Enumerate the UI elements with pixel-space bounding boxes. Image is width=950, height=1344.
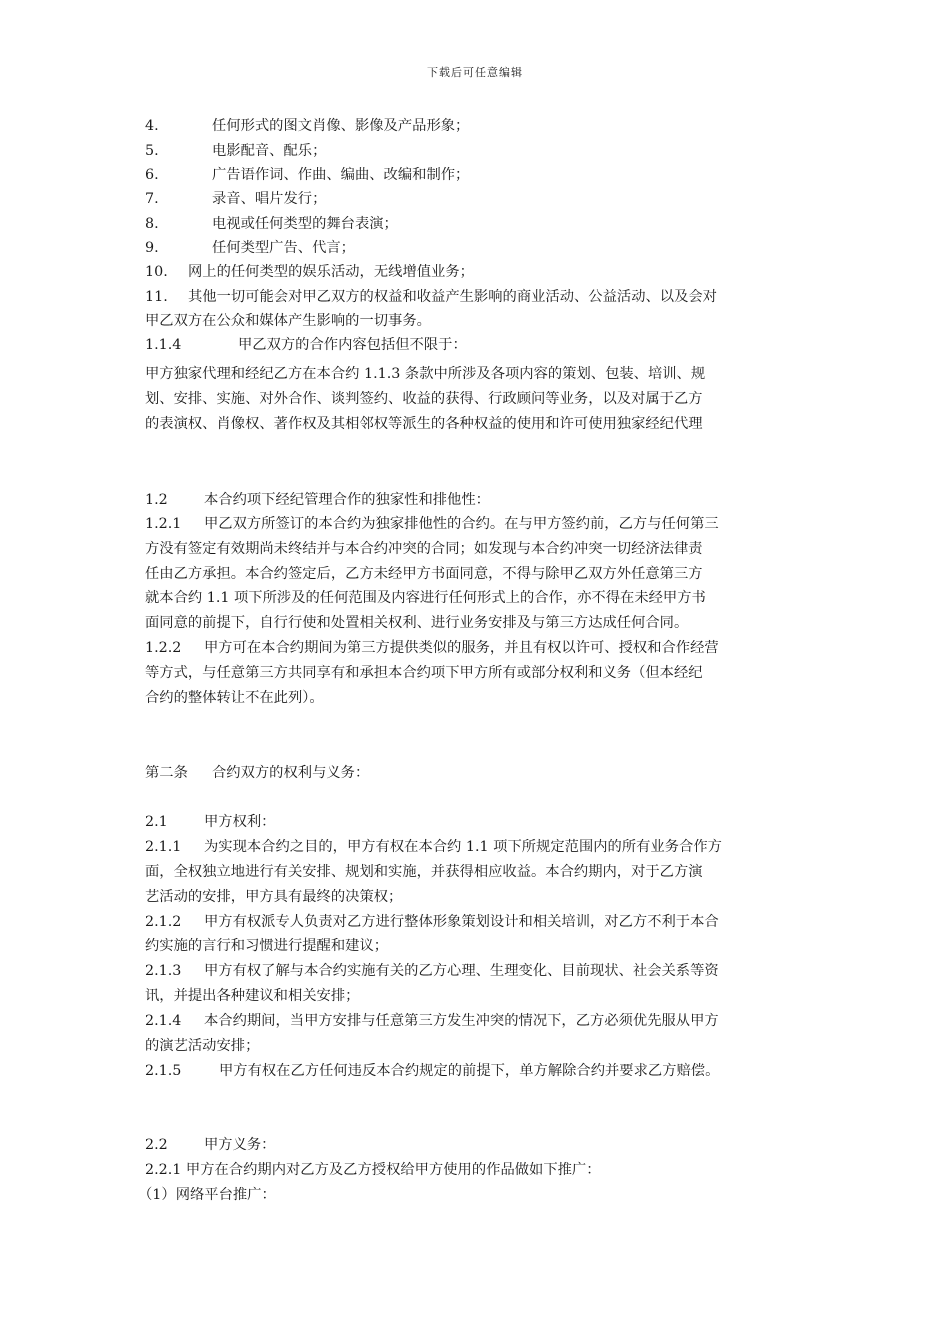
clause-text: 甲乙双方所签订的本合约为独家排他性的合约。在与甲方签约前，乙方与任何第三: [204, 516, 719, 532]
clause-number: 2.1.2: [145, 914, 182, 930]
clause-text: 划、安排、实施、对外合作、谈判签约、收益的获得、行政顾问等业务，以及对属于乙方: [145, 391, 703, 407]
clause-text: 约实施的言行和习惯进行提醒和建议；: [145, 938, 389, 954]
clause-number: 2.1.5: [145, 1063, 182, 1079]
clause-number: 2.1.4: [145, 1013, 182, 1029]
clause-text: 甲方权利：: [204, 814, 276, 830]
clause-text: 甲方可在本合约期间为第三方提供类似的服务，并且有权以许可、授权和合作经营: [204, 640, 719, 656]
clause-text: 录音、唱片发行；: [212, 191, 327, 207]
clause-text: 等方式，与任意第三方共同享有和承担本合约项下甲方所有或部分权利和义务（但本经纪: [145, 665, 703, 681]
clause-number: 8.: [145, 216, 159, 232]
clause-text: 甲乙双方在公众和媒体产生影响的一切事务。: [145, 313, 431, 329]
clause-number: 2.1.3: [145, 963, 182, 979]
clause-number: 9.: [145, 240, 159, 256]
clause-number: 2.2: [145, 1137, 168, 1153]
clause-text: 其他一切可能会对甲乙双方的权益和收益产生影响的商业活动、公益活动、以及会对: [188, 289, 717, 305]
clause-text: 2.2.1 甲方在合约期内对乙方及乙方授权给甲方使用的作品做如下推广：: [145, 1162, 601, 1178]
clause-text: 网上的任何类型的娱乐活动，无线增值业务；: [188, 264, 474, 280]
clause-text: （1）网络平台推广：: [138, 1187, 276, 1203]
clause-number: 1.2: [145, 492, 168, 508]
clause-number: 6.: [145, 167, 159, 183]
clause-number: 11.: [145, 289, 168, 305]
clause-text: 电影配音、配乐；: [212, 143, 327, 159]
clause-text: 合约双方的权利与义务：: [212, 765, 370, 781]
clause-text: 的表演权、肖像权、著作权及其相邻权等派生的各种权益的使用和许可使用独家经纪代理: [145, 416, 703, 432]
clause-text: 广告语作词、作曲、编曲、改编和制作；: [212, 167, 470, 183]
clause-text: 甲方义务：: [204, 1137, 276, 1153]
clause-text: 任由乙方承担。本合约签定后，乙方未经甲方书面同意，不得与除甲乙双方外任意第三方: [145, 566, 703, 582]
clause-text: 电视或任何类型的舞台表演；: [212, 216, 398, 232]
clause-text: 讯，并提出各种建议和相关安排；: [145, 988, 360, 1004]
clause-text: 任何形式的图文肖像、影像及产品形象；: [212, 118, 470, 134]
clause-text: 的演艺活动安排；: [145, 1038, 260, 1054]
clause-text: 本合约期间，当甲方安排与任意第三方发生冲突的情况下，乙方必须优先服从甲方: [204, 1013, 719, 1029]
clause-number: 7.: [145, 191, 159, 207]
clause-text: 甲方有权派专人负责对乙方进行整体形象策划设计和相关培训，对乙方不利于本合: [204, 914, 719, 930]
clause-text: 甲乙双方的合作内容包括但不限于：: [238, 337, 467, 353]
clause-text: 面同意的前提下，自行行使和处置相关权利、进行业务安排及与第三方达成任何合同。: [145, 615, 689, 631]
clause-text: 面，全权独立地进行有关安排、规划和实施，并获得相应收益。本合约期内，对于乙方演: [145, 864, 703, 880]
clause-text: 任何类型广告、代言；: [212, 240, 355, 256]
clause-text: 为实现本合约之目的，甲方有权在本合约 1.1 项下所规定范围内的所有业务合作方: [204, 839, 722, 855]
clause-number: 第二条: [145, 765, 188, 781]
clause-text: 就本合约 1.1 项下所涉及的任何范围及内容进行任何形式上的合作，亦不得在未经甲方书: [145, 590, 706, 606]
clause-text: 艺活动的安排，甲方具有最终的决策权；: [145, 889, 403, 905]
clause-number: 1.1.4: [145, 337, 182, 353]
page-header: 下载后可任意编辑: [427, 66, 523, 79]
clause-text: 甲方有权了解与本合约实施有关的乙方心理、生理变化、目前现状、社会关系等资: [204, 963, 719, 979]
clause-number: 2.1: [145, 814, 168, 830]
clause-number: 5.: [145, 143, 159, 159]
clause-number: 10.: [145, 264, 168, 280]
clause-text: 甲方独家代理和经纪乙方在本合约 1.1.3 条款中所涉及各项内容的策划、包装、培训、规: [145, 366, 706, 382]
clause-number: 1.2.2: [145, 640, 182, 656]
clause-text: 本合约项下经纪管理合作的独家性和排他性：: [204, 492, 490, 508]
clause-text: 合约的整体转让不在此列）。: [145, 690, 324, 706]
clause-number: 1.2.1: [145, 516, 182, 532]
clause-text: 甲方有权在乙方任何违反本合约规定的前提下，单方解除合约并要求乙方赔偿。: [219, 1063, 720, 1079]
clause-text: 方没有签定有效期尚未终结并与本合约冲突的合同；如发现与本合约冲突一切经济法律责: [145, 541, 703, 557]
clause-number: 2.1.1: [145, 839, 182, 855]
clause-number: 4.: [145, 118, 159, 134]
